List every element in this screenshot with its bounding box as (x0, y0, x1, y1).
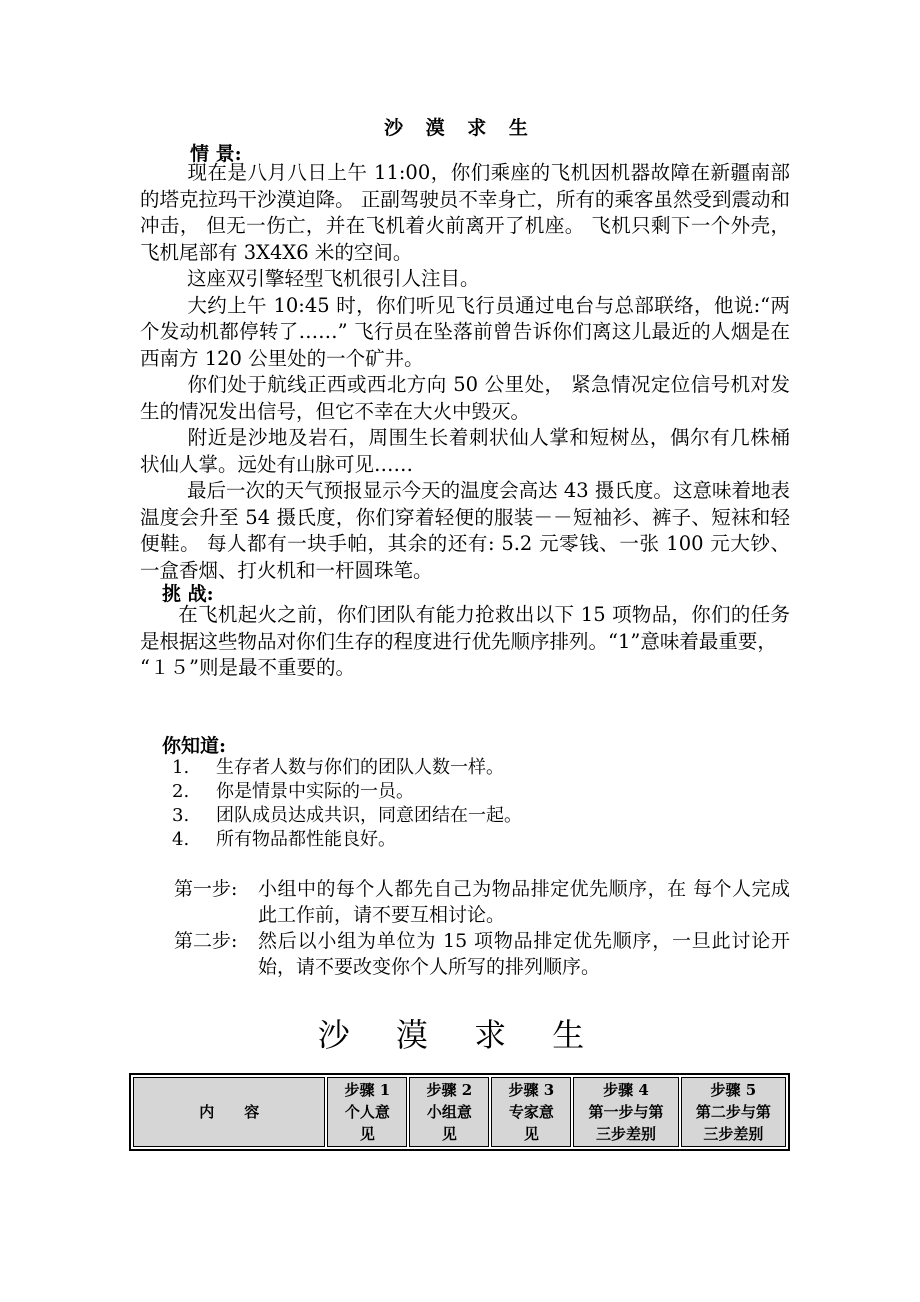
header-step-2-line-1: 步骤 2 (426, 1081, 473, 1099)
challenge-text (140, 602, 790, 682)
challenge-line-1 (140, 602, 790, 655)
header-step-5 (681, 1077, 786, 1147)
header-step-1-line-3: 见 (359, 1125, 375, 1143)
step-two-text: 然后以小组为单位为 15 项物品排定优先顺序，一旦此讨论开始，请不要改变你个人所写的排列顺序。 (258, 930, 790, 978)
header-step-2 (409, 1077, 489, 1147)
scenario-paragraph-3 (140, 293, 790, 373)
scenario-paragraph-3-text: 大约上午 10:45 时，你们听见飞行员通过电台与总部联络，他说:“两个发动机都停转了……” 飞行员在坠落前曾告诉你们离这儿最近的人烟是在西南方 120 公里处的一个矿井。 (140, 293, 790, 370)
list-item (172, 780, 772, 804)
list-item-number: 4. (172, 829, 190, 850)
header-step-3-line-1: 步骤 3 (508, 1081, 555, 1099)
steps-section (174, 876, 790, 980)
challenge-line-1-text: 在飞机起火之前，你们团队有能力抢救出以下 15 项物品，你们的任务是根据这些物品对你们生存的程度进行优先顺序排列。“1”意味着最重要， (140, 603, 790, 653)
header-step-5-line-3: 三步差别 (703, 1125, 764, 1143)
challenge-heading: 挑 战: (162, 583, 214, 605)
header-content-label: 内 容 (199, 1103, 260, 1121)
list-item-text: 生存者人数与你们的团队人数一样。 (216, 757, 504, 778)
know-heading: 你知道: (162, 735, 227, 757)
list-item-text: 你是情景中实际的一员。 (216, 781, 414, 802)
header-step-4 (573, 1077, 678, 1147)
list-item (172, 828, 772, 852)
scenario-heading: 情 景: (190, 143, 242, 165)
list-item-number: 2. (172, 781, 190, 802)
header-step-2-line-3: 见 (441, 1125, 457, 1143)
header-step-1-line-2: 个人意 (344, 1103, 390, 1121)
list-item-text: 团队成员达成共识，同意团结在一起。 (216, 805, 522, 826)
step-one-label: 第一步: (174, 878, 238, 900)
header-step-1-line-1: 步骤 1 (344, 1081, 391, 1099)
scenario-paragraph-2-text: 这座双引擎轻型飞机很引人注目。 (187, 267, 480, 290)
header-step-4-line-3: 三步差别 (595, 1125, 656, 1143)
scenario-paragraph-2 (140, 266, 790, 293)
step-two (174, 928, 790, 980)
scenario-paragraph-4 (140, 372, 790, 425)
scenario-paragraph-1-text: 现在是八月八日上午 11:00，你们乘座的飞机因机器故障在新疆南部的塔克拉玛干沙漠迫降。 正副驾驶员不幸身亡，所有的乘客虽然受到震动和冲击， 但无一伤亡，并在飞机着火前离开了机座。 飞机只剩下一个外壳，飞机尾部有 3X4X6 米的空间。 (140, 161, 790, 264)
table-title: 沙 漠 求 生 (317, 1016, 603, 1054)
ranking-table (129, 1073, 790, 1151)
scenario-paragraph-5-text: 附近是沙地及岩石，周围生长着刺状仙人掌和短树丛，偶尔有几株桶状仙人掌。远处有山脉可见…… (140, 426, 790, 476)
scenario-paragraph-1 (140, 160, 790, 266)
header-step-4-line-1: 步骤 4 (603, 1081, 649, 1099)
table-header-row (133, 1077, 786, 1147)
header-step-5-line-1: 步骤 5 (710, 1081, 757, 1099)
header-step-4-line-2: 第一步与第 (588, 1103, 664, 1121)
challenge-line-2: “１５”则是最不重要的。 (140, 656, 355, 679)
scenario-paragraph-6 (140, 478, 790, 584)
header-step-3-line-3: 见 (523, 1125, 539, 1143)
header-step-3-line-2: 专家意 (508, 1103, 554, 1121)
list-item-text: 所有物品都性能良好。 (216, 829, 396, 850)
scenario-text (140, 160, 790, 584)
header-content (133, 1077, 325, 1147)
list-item (172, 804, 772, 828)
list-item-number: 1. (172, 757, 190, 778)
list-item-number: 3. (172, 805, 190, 826)
page-title: 沙 漠 求 生 (384, 117, 536, 139)
header-step-5-line-2: 第二步与第 (695, 1103, 771, 1121)
step-one (174, 876, 790, 928)
scenario-paragraph-6-text: 最后一次的天气预报显示今天的温度会高达 43 摄氏度。这意味着地表温度会升至 54 摄氏度，你们穿着轻便的服装－－短袖衫、裤子、短袜和轻便鞋。 每人都有一块手帕，其余的还有: 5.2 元零钱、一张 100 元大钞、一盒香烟、打火机和一杆圆珠笔。 (140, 479, 790, 582)
header-step-3 (491, 1077, 571, 1147)
header-step-1 (327, 1077, 407, 1147)
step-one-text: 小组中的每个人都先自己为物品排定优先顺序，在 每个人完成此工作前，请不要互相讨论。 (258, 878, 790, 926)
know-list (172, 756, 772, 852)
list-item (172, 756, 772, 780)
scenario-paragraph-4-text: 你们处于航线正西或西北方向 50 公里处， 紧急情况定位信号机对发生的情况发出信号，但它不幸在大火中毁灭。 (140, 373, 790, 423)
scenario-paragraph-5 (140, 425, 790, 478)
header-step-2-line-2: 小组意 (426, 1103, 472, 1121)
step-two-label: 第二步: (174, 930, 238, 952)
